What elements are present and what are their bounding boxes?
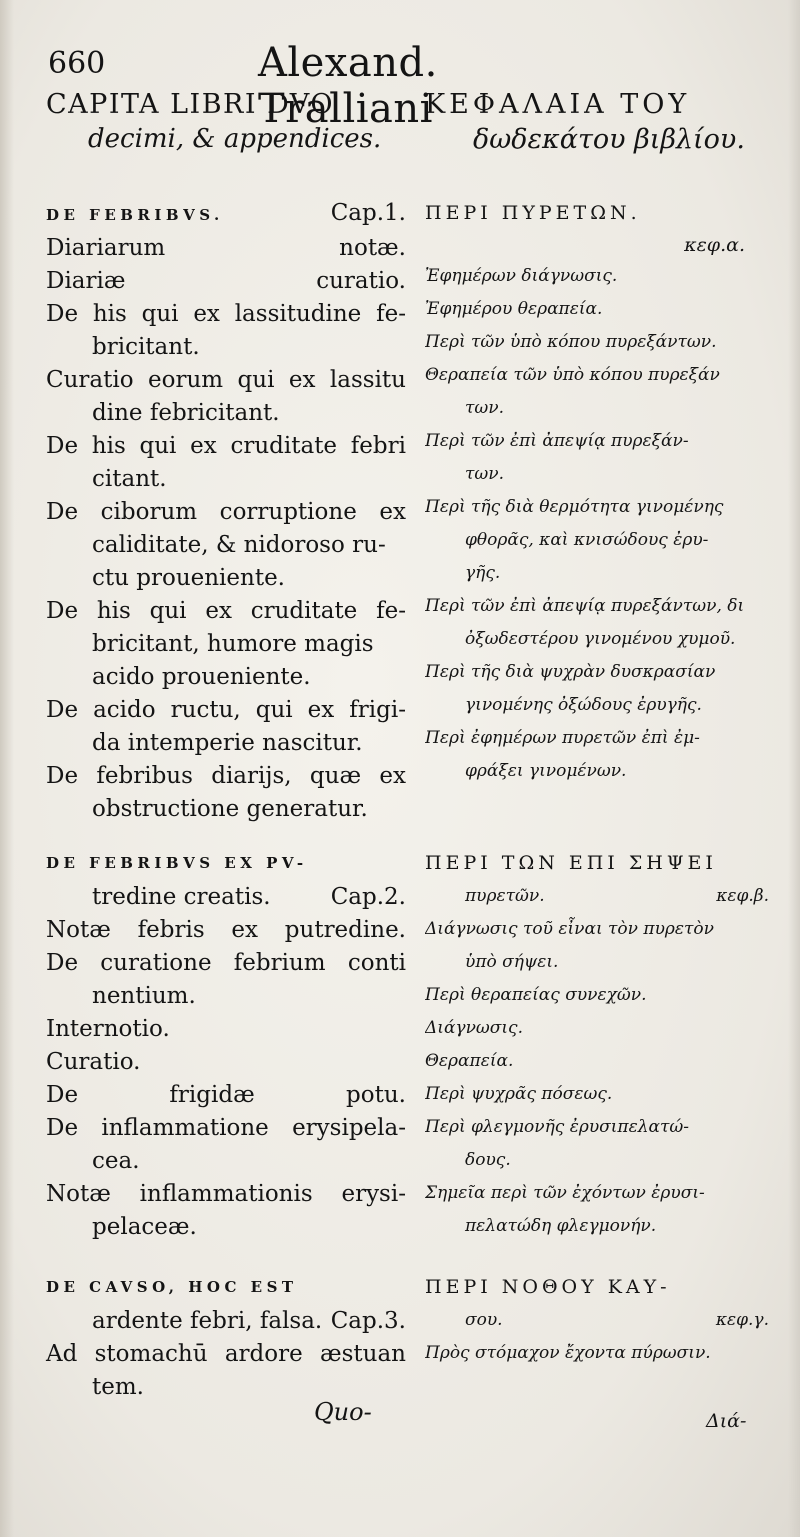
entry-continuation-line: acido proueniente. bbox=[92, 664, 311, 690]
latin-catchword: Quo- bbox=[314, 1398, 372, 1426]
greek-column bbox=[425, 88, 775, 1363]
entry-continuation-line: πελατώδη φλεγμονήν. bbox=[465, 1216, 657, 1236]
latin-chapter-number: Cap.2. bbox=[330, 884, 406, 910]
latin-chapter-number: Cap.1. bbox=[330, 200, 406, 226]
entry-first-line: Internotio. bbox=[46, 1016, 170, 1042]
entry-continuation-line: tem. bbox=[92, 1374, 144, 1400]
latin-entry bbox=[46, 1046, 406, 1079]
entry-first-line: Διάγνωσις. bbox=[425, 1018, 523, 1038]
greek-chapter-heading: ΠΕΡΙ ΝΟΘΟΥ ΚΑΥ- bbox=[425, 1276, 671, 1298]
greek-chapter-heading-cont: σου. bbox=[465, 1310, 503, 1330]
entry-first-line: Notæ febris ex putredine. bbox=[46, 917, 406, 943]
greek-entry bbox=[425, 260, 775, 293]
greek-chapter-number: κεφ.α. bbox=[684, 234, 745, 256]
latin-entry bbox=[46, 694, 406, 760]
entry-first-line: Ἐφημέρων διάγνωσις. bbox=[425, 266, 618, 286]
entry-continuation-line: bricitant. bbox=[92, 334, 200, 360]
latin-chapter-3 bbox=[46, 1270, 406, 1404]
entry-first-line: De acido ructu, qui ex frigi- bbox=[46, 697, 406, 723]
entry-continuation-line: caliditate, & nidoroso ru- bbox=[92, 532, 386, 558]
entry-first-line: Περὶ τῶν ἐπὶ ἀπεψίᾳ πυρεξάντων, δι bbox=[425, 596, 745, 616]
entry-continuation-line: cea. bbox=[92, 1148, 140, 1174]
entry-first-line: Περὶ θεραπείας συνεχῶν. bbox=[425, 985, 647, 1005]
entry-continuation-line: bricitant, humore magis bbox=[92, 631, 374, 657]
entry-continuation-line: ctu proueniente. bbox=[92, 565, 285, 591]
latin-title: CAPITA LIBRI DVO bbox=[46, 89, 334, 120]
entry-first-line: Θεραπεία. bbox=[425, 1051, 514, 1071]
entry-first-line: Περὶ τῆς διὰ ψυχρὰν δυσκρασίαν bbox=[425, 662, 716, 682]
page-number: 660 bbox=[48, 46, 106, 81]
greek-entry bbox=[425, 1111, 775, 1177]
latin-entry bbox=[46, 364, 406, 430]
latin-entry bbox=[46, 1338, 406, 1404]
latin-entry bbox=[46, 1112, 406, 1178]
latin-subtitle: decimi, & appendices. bbox=[88, 124, 382, 154]
latin-chapter-heading: DE CAVSO, HOC EST bbox=[46, 1278, 298, 1296]
latin-entry bbox=[46, 595, 406, 694]
greek-entry bbox=[425, 722, 775, 788]
entry-continuation-line: των. bbox=[465, 464, 505, 484]
greek-entry bbox=[425, 293, 775, 326]
entry-first-line: Θεραπεία τῶν ὑπὸ κόπου πυρεξάν bbox=[425, 365, 720, 385]
latin-chapter-2 bbox=[46, 846, 406, 1244]
entry-first-line: Διάγνωσις τοῦ εἶναι τὸν πυρετὸν bbox=[425, 919, 714, 939]
entry-first-line: Diariæ curatio. bbox=[46, 268, 406, 294]
latin-entry bbox=[46, 914, 406, 947]
greek-chapter-heading: ΠΕΡΙ ΠΥΡΕΤΩΝ. bbox=[425, 202, 641, 224]
entry-first-line: Περὶ τῆς διὰ θερμότητα γινομένης bbox=[425, 497, 724, 517]
latin-entry bbox=[46, 1178, 406, 1244]
greek-title: ΚΕΦΑΛΑΙΑ ΤΟΥ bbox=[425, 89, 691, 120]
entry-continuation-line: citant. bbox=[92, 466, 167, 492]
greek-entry bbox=[425, 359, 775, 425]
greek-entry bbox=[425, 491, 775, 590]
greek-chapter-number: κεφ.β. bbox=[716, 886, 769, 906]
greek-chapter-1 bbox=[425, 196, 775, 788]
latin-entry bbox=[46, 947, 406, 1013]
greek-entry bbox=[425, 1078, 775, 1111]
latin-entry bbox=[46, 1079, 406, 1112]
greek-entry bbox=[425, 425, 775, 491]
entry-first-line: Περὶ τῶν ἐπὶ ἀπεψίᾳ πυρεξάν- bbox=[425, 431, 689, 451]
latin-entry bbox=[46, 760, 406, 826]
entry-first-line: Curatio. bbox=[46, 1049, 141, 1075]
entry-first-line: Περὶ φλεγμονῆς ἐρυσιπελατώ- bbox=[425, 1117, 689, 1137]
greek-chapter-2 bbox=[425, 846, 775, 1243]
greek-entry bbox=[425, 913, 775, 979]
greek-chapter-3 bbox=[425, 1270, 775, 1370]
entry-continuation-line: δους. bbox=[465, 1150, 511, 1170]
greek-chapter-heading: ΠΕΡΙ ΤΩΝ ΕΠΙ ΣΗΨΕΙ bbox=[425, 852, 717, 874]
running-head: Alexand. Tralliani bbox=[258, 40, 438, 132]
entry-first-line: Περὶ ἐφημέρων πυρετῶν ἐπὶ ἐμ- bbox=[425, 728, 700, 748]
entry-continuation-line: ὀξωδεστέρου γινομένου χυμοῦ. bbox=[465, 629, 736, 649]
entry-first-line: Ἐφημέρου θεραπεία. bbox=[425, 299, 603, 319]
entry-continuation-line: γῆς. bbox=[465, 563, 501, 583]
latin-chapter-number: Cap.3. bbox=[330, 1308, 406, 1334]
entry-first-line: Περὶ τῶν ὑπὸ κόπου πυρεξάντων. bbox=[425, 332, 717, 352]
latin-entry bbox=[46, 265, 406, 298]
greek-entry bbox=[425, 326, 775, 359]
entry-first-line: De curatione febrium conti bbox=[46, 950, 406, 976]
entry-first-line: Ad stomachū ardore æstuan bbox=[46, 1341, 406, 1367]
entry-first-line: Diariarum notæ. bbox=[46, 235, 406, 261]
greek-entry bbox=[425, 656, 775, 722]
entry-continuation-line: nentium. bbox=[92, 983, 196, 1009]
greek-subtitle: δωδεκάτου βιβλίου. bbox=[473, 124, 745, 155]
entry-first-line: De his qui ex cruditate fe- bbox=[46, 598, 406, 624]
entry-continuation-line: γινομένης ὀξώδους ἐρυγῆς. bbox=[465, 695, 702, 715]
latin-entry bbox=[46, 1013, 406, 1046]
entry-continuation-line: obstructione generatur. bbox=[92, 796, 368, 822]
latin-entry bbox=[46, 298, 406, 364]
greek-entry bbox=[425, 979, 775, 1012]
latin-entry bbox=[46, 232, 406, 265]
entry-first-line: De ciborum corruptione ex bbox=[46, 499, 406, 525]
entry-continuation-line: ὑπὸ σήψει. bbox=[465, 952, 559, 972]
latin-chapter-heading: DE FEBRIBVS EX PV- bbox=[46, 854, 308, 872]
entry-first-line: De frigidæ potu. bbox=[46, 1082, 406, 1108]
entry-continuation-line: pelaceæ. bbox=[92, 1214, 197, 1240]
greek-entry bbox=[425, 590, 775, 656]
greek-entry bbox=[425, 1177, 775, 1243]
greek-chapter-heading-cont: πυρετῶν. bbox=[465, 886, 545, 906]
greek-catchword: Διά- bbox=[706, 1410, 747, 1432]
entry-first-line: De his qui ex lassitudine fe- bbox=[46, 301, 406, 327]
latin-chapter-heading-cont: tredine creatis. bbox=[92, 884, 271, 910]
entry-first-line: Curatio eorum qui ex lassitu bbox=[46, 367, 406, 393]
greek-entry bbox=[425, 1012, 775, 1045]
greek-entry bbox=[425, 1045, 775, 1078]
entry-continuation-line: da intemperie nascitur. bbox=[92, 730, 363, 756]
entry-first-line: De his qui ex cruditate febri bbox=[46, 433, 406, 459]
entry-first-line: Περὶ ψυχρᾶς πόσεως. bbox=[425, 1084, 613, 1104]
entry-continuation-line: φθορᾶς, καὶ κνισώδους ἐρυ- bbox=[465, 530, 709, 550]
entry-first-line: Σημεῖα περὶ τῶν ἐχόντων ἐρυσι- bbox=[425, 1183, 705, 1203]
entry-continuation-line: φράξει γινομένων. bbox=[465, 761, 627, 781]
latin-entry bbox=[46, 430, 406, 496]
entry-first-line: Πρὸς στόμαχον ἔχοντα πύρωσιν. bbox=[425, 1343, 711, 1363]
entry-first-line: De febribus diarijs, quæ ex bbox=[46, 763, 406, 789]
latin-chapter-1 bbox=[46, 196, 406, 826]
greek-entry bbox=[425, 1337, 775, 1370]
latin-column bbox=[46, 88, 406, 1400]
entry-first-line: Notæ inflammationis erysi- bbox=[46, 1181, 406, 1207]
latin-entry bbox=[46, 496, 406, 595]
entry-first-line: De inflammatione erysipela- bbox=[46, 1115, 406, 1141]
latin-chapter-heading-cont: ardente febri, falsa. bbox=[92, 1308, 323, 1334]
latin-chapter-heading: DE FEBRIBVS. bbox=[46, 206, 224, 224]
entry-continuation-line: των. bbox=[465, 398, 505, 418]
entry-continuation-line: dine febricitant. bbox=[92, 400, 280, 426]
greek-chapter-number: κεφ.γ. bbox=[715, 1310, 769, 1330]
